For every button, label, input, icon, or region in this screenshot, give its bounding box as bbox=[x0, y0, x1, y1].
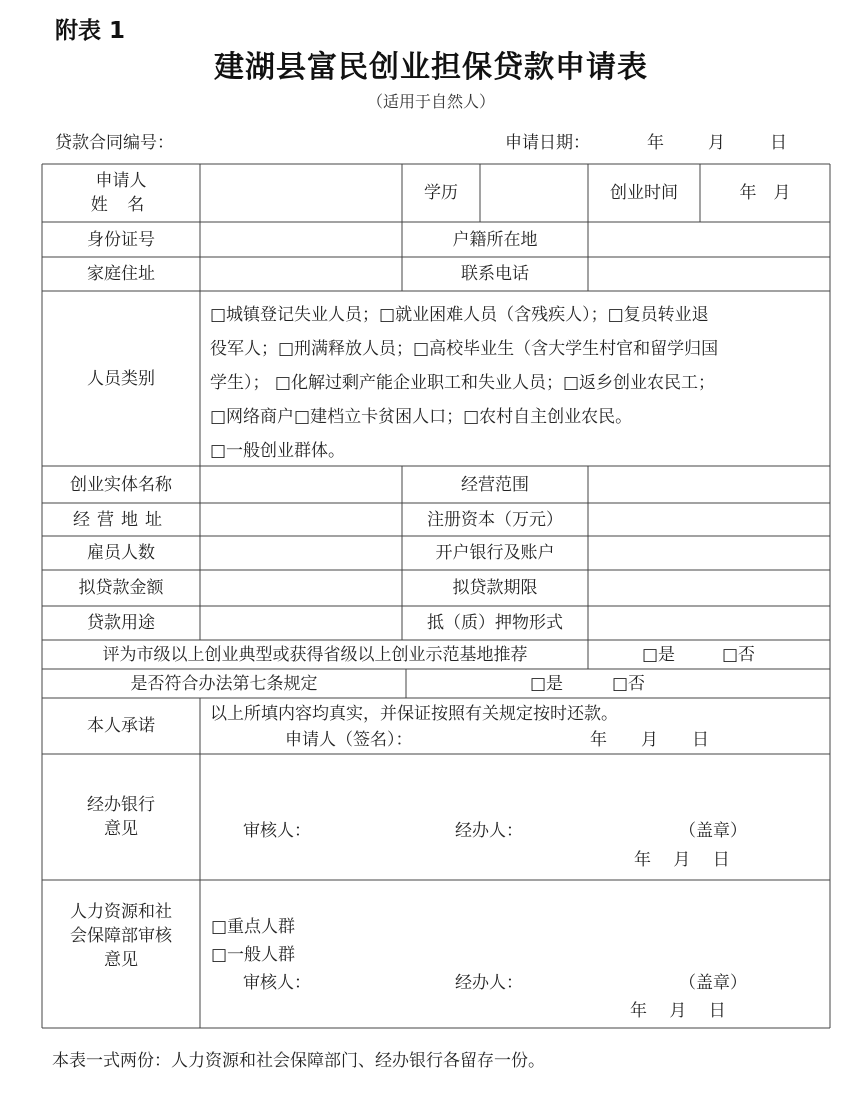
category-line[interactable]: □一般创业群体。 bbox=[210, 441, 346, 461]
business-address-field[interactable] bbox=[200, 503, 402, 536]
applicant-name-field[interactable] bbox=[200, 164, 402, 222]
education-field[interactable] bbox=[480, 164, 588, 222]
article7-no-checkbox[interactable]: □否 bbox=[612, 674, 646, 694]
hr-opinion-label-line3: 意见 bbox=[104, 950, 138, 970]
hr-reviewer-label[interactable]: 审核人： bbox=[243, 973, 311, 993]
date-year: 年 bbox=[647, 133, 664, 153]
category-line[interactable]: □网络商户□建档立卡贫困人口；□农村自主创业农民。 bbox=[210, 407, 633, 427]
category-line[interactable]: □城镇登记失业人员；□就业困难人员（含残疾人）；□复员转业退 bbox=[210, 305, 709, 325]
id-number-field[interactable] bbox=[200, 222, 402, 257]
loan-term-field[interactable] bbox=[588, 570, 830, 606]
employees-label: 雇员人数 bbox=[87, 543, 155, 563]
applicant-name-label bbox=[42, 164, 200, 222]
pledge-date[interactable]: 年 月 日 bbox=[590, 730, 709, 750]
category-line[interactable]: 学生）； □化解过剩产能企业职工和失业人员；□返乡创业农民工； bbox=[210, 373, 716, 393]
article7-yes-checkbox[interactable]: □是 bbox=[530, 674, 564, 694]
recommendation-label: 评为市级以上创业典型或获得省级以上创业示范基地推荐 bbox=[102, 644, 528, 665]
attachment-label: 附表 1 bbox=[55, 18, 126, 44]
hr-seal-label: （盖章） bbox=[679, 973, 747, 993]
key-group-checkbox[interactable]: □重点人群 bbox=[211, 917, 296, 937]
applicant-name-label-line1: 申请人 bbox=[95, 171, 147, 191]
bank-account-label: 开户银行及账户 bbox=[435, 543, 555, 563]
entity-name-field[interactable] bbox=[200, 466, 402, 503]
bank-reviewer-label[interactable]: 审核人： bbox=[243, 821, 311, 841]
loan-use-label: 贷款用途 bbox=[87, 613, 155, 633]
loan-amount-label: 拟贷款金额 bbox=[78, 578, 164, 598]
pledge-label: 本人承诺 bbox=[87, 716, 155, 736]
household-label: 户籍所在地 bbox=[452, 229, 538, 250]
applicant-name-label-line2: 姓 名 bbox=[90, 195, 152, 215]
hr-opinion-label-line2: 会保障部审核 bbox=[70, 926, 172, 946]
pledge-text: 以上所填内容均真实，并保证按照有关规定按时还款。 bbox=[210, 704, 618, 724]
bank-account-field[interactable] bbox=[588, 536, 830, 570]
form-subtitle: （适用于自然人） bbox=[366, 92, 495, 111]
applicant-signature-label[interactable]: 申请人（签名）： bbox=[285, 730, 413, 750]
registered-capital-label: 注册资本（万元） bbox=[427, 509, 563, 530]
date-day: 日 bbox=[770, 133, 787, 153]
contract-number-label: 贷款合同编号： bbox=[55, 133, 174, 153]
phone-label: 联系电话 bbox=[461, 264, 529, 284]
general-group-checkbox[interactable]: □一般人群 bbox=[211, 945, 296, 965]
form-title: 建湖县富民创业担保贷款申请表 bbox=[214, 50, 648, 85]
collateral-label: 抵（质）押物形式 bbox=[427, 613, 563, 633]
category-label: 人员类别 bbox=[87, 368, 155, 389]
business-address-label: 经营地址 bbox=[73, 509, 169, 530]
hr-opinion-label bbox=[42, 880, 200, 1028]
date-month: 月 bbox=[708, 133, 725, 153]
collateral-field[interactable] bbox=[588, 606, 830, 640]
startup-time-label: 创业时间 bbox=[610, 183, 678, 203]
household-field[interactable] bbox=[588, 222, 830, 257]
hr-opinion-label-line1: 人力资源和社 bbox=[70, 902, 172, 922]
phone-field[interactable] bbox=[588, 257, 830, 291]
id-number-label: 身份证号 bbox=[87, 229, 155, 250]
recommend-yes-checkbox[interactable]: □是 bbox=[642, 645, 676, 665]
bank-handler-label[interactable]: 经办人： bbox=[455, 821, 523, 841]
home-address-label: 家庭住址 bbox=[87, 264, 155, 284]
employees-field[interactable] bbox=[200, 536, 402, 570]
hr-handler-label[interactable]: 经办人： bbox=[455, 973, 523, 993]
loan-use-field[interactable] bbox=[200, 606, 402, 640]
education-label: 学历 bbox=[424, 183, 458, 203]
home-address-field[interactable] bbox=[200, 257, 402, 291]
business-scope-field[interactable] bbox=[588, 466, 830, 503]
bank-opinion-label-line2: 意见 bbox=[104, 819, 138, 839]
loan-amount-field[interactable] bbox=[200, 570, 402, 606]
footer-note: 本表一式两份：人力资源和社会保障部门、经办银行各留存一份。 bbox=[52, 1051, 545, 1071]
startup-time-field[interactable]: 年 月 bbox=[739, 183, 791, 203]
bank-opinion-label-line1: 经办银行 bbox=[87, 795, 155, 815]
loan-term-label: 拟贷款期限 bbox=[452, 578, 538, 598]
business-scope-label: 经营范围 bbox=[461, 474, 529, 495]
bank-opinion-label bbox=[42, 754, 200, 880]
category-options[interactable] bbox=[210, 298, 828, 468]
application-date-label: 申请日期： bbox=[505, 133, 590, 153]
recommend-no-checkbox[interactable]: □否 bbox=[722, 645, 756, 665]
bank-seal-label: （盖章） bbox=[679, 821, 747, 841]
category-line[interactable]: 役军人；□刑满释放人员；□高校毕业生（含大学生村官和留学归国 bbox=[210, 339, 719, 359]
hr-opinion-date[interactable]: 年 月 日 bbox=[630, 1001, 726, 1021]
registered-capital-field[interactable] bbox=[588, 503, 830, 536]
bank-opinion-date[interactable]: 年 月 日 bbox=[634, 850, 730, 870]
entity-name-label: 创业实体名称 bbox=[70, 474, 172, 495]
article7-label: 是否符合办法第七条规定 bbox=[130, 673, 318, 694]
